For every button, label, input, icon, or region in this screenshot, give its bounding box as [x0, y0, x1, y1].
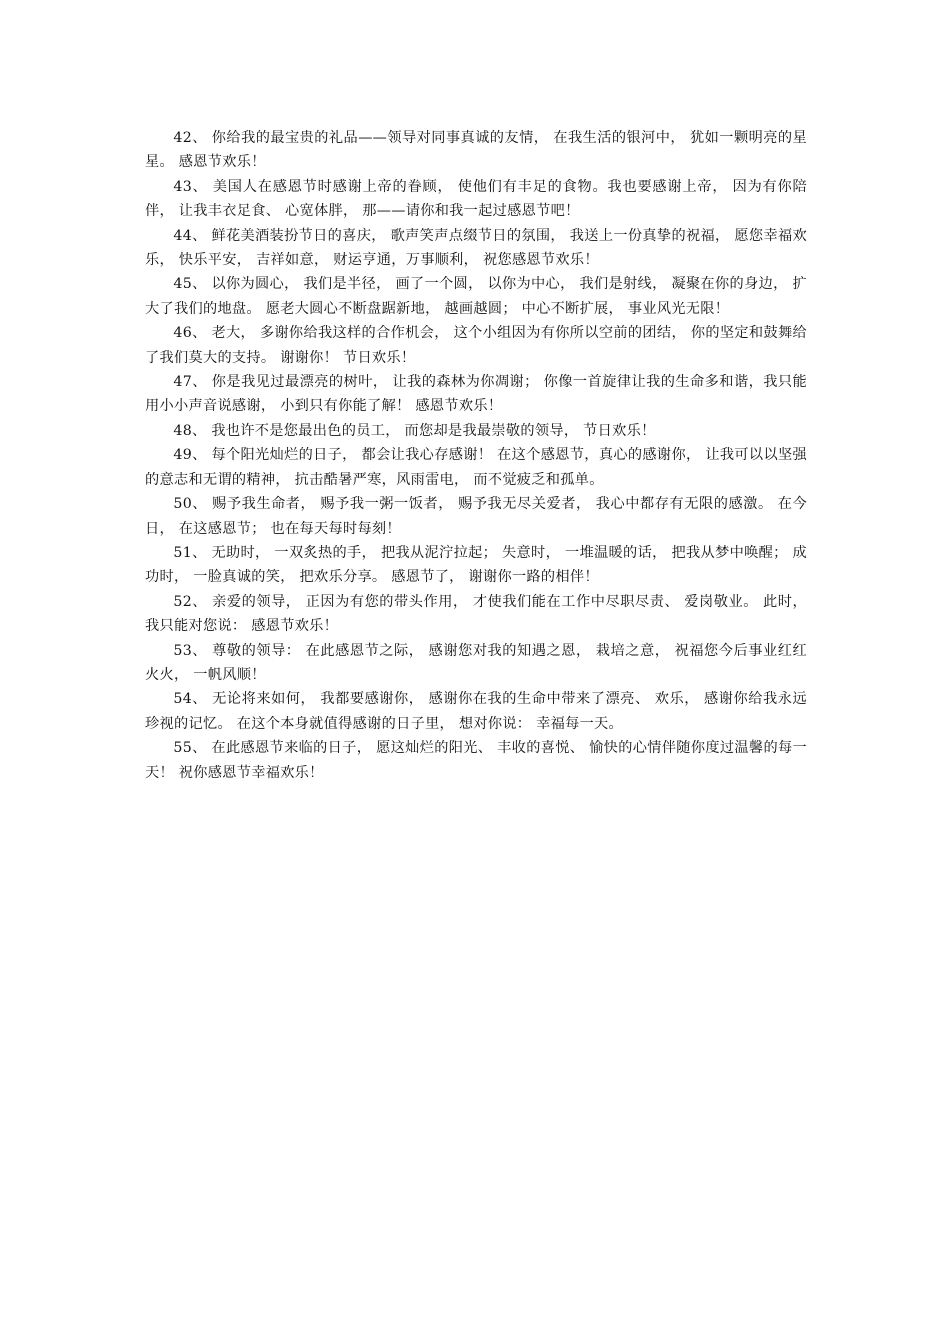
paragraph-51: 51、 无助时， 一双炙热的手， 把我从泥泞拉起； 失意时， 一堆温暖的话， 把我从梦中唤醒； 成功时， 一脸真诚的笑， 把欢乐分享。 感恩节了， 谢谢你一路的相伴！ — [145, 544, 807, 586]
document-body — [145, 126, 807, 785]
paragraph-52: 52、 亲爱的领导， 正因为有您的带头作用， 才使我们能在工作中尽职尽责、 爱岗敬业。 此时， 我只能对您说： 感恩节欢乐！ — [145, 593, 807, 635]
paragraph-55: 55、 在此感恩节来临的日子， 愿这灿烂的阳光、 丰收的喜悦、 愉快的心情伴随你度过温馨的每一天！ 祝你感恩节幸福欢乐！ — [145, 740, 807, 781]
paragraph-46: 46、 老大， 多谢你给我这样的合作机会， 这个小组因为有你所以空前的团结， 你的坚定和鼓舞给了我们莫大的支持。 谢谢你！ 节日欢乐！ — [145, 325, 807, 366]
paragraph-54: 54、 无论将来如何， 我都要感谢你， 感谢你在我的生命中带来了漂亮、 欢乐， 感谢你给我永远珍视的记忆。 在这个本身就值得感谢的日子里， 想对你说： 幸福每一天。 — [145, 691, 807, 732]
paragraph-47: 47、 你是我见过最漂亮的树叶， 让我的森林为你凋谢； 你像一首旋律让我的生命多和谐，我只能用小小声音说感谢， 小到只有你能了解！ 感恩节欢乐！ — [145, 374, 807, 415]
paragraph-42: 42、 你给我的最宝贵的礼品——领导对同事真诚的友情， 在我生活的银河中， 犹如一颗明亮的星星。 感恩节欢乐！ — [145, 130, 807, 171]
paragraph-48: 48、 我也许不是您最出色的员工， 而您却是我最崇敬的领导， 节日欢乐！ — [173, 422, 656, 439]
paragraph-44: 44、 鲜花美酒装扮节日的喜庆， 歌声笑声点缀节日的氛围， 我送上一份真挚的祝福， 愿您幸福欢乐， 快乐平安， 吉祥如意， 财运亨通，万事顺利， 祝您感恩节欢乐！ — [145, 227, 807, 269]
paragraph-53: 53、 尊敬的领导： 在此感恩节之际， 感谢您对我的知遇之恩， 栽培之意， 祝福您今后事业红红火火， 一帆风顺！ — [145, 642, 807, 683]
paragraph-50: 50、 赐予我生命者， 赐予我一粥一饭者， 赐予我无尽关爱者， 我心中都存有无限的感激。 在今日， 在这感恩节； 也在每天每时每刻！ — [145, 496, 807, 537]
paragraph-45: 45、 以你为圆心， 我们是半径， 画了一个圆， 以你为中心， 我们是射线， 凝聚在你的身边， 扩大了我们的地盘。 愿老大圆心不断盘踞新地， 越画越圆； 中心不断扩展， 事业风光无限！ — [145, 276, 807, 317]
paragraph-43: 43、 美国人在感恩节时感谢上帝的眷顾， 使他们有丰足的食物。我也要感谢上帝， 因为有你陪伴， 让我丰衣足食、 心宽体胖， 那——请你和我一起过感恩节吧！ — [145, 178, 807, 220]
paragraph-49: 49、 每个阳光灿烂的日子， 都会让我心存感谢！ 在这个感恩节，真心的感谢你， 让我可以以坚强的意志和无谓的精神， 抗击酷暑严寒，风雨雷电， 而不觉疲乏和孤单。 — [145, 447, 807, 488]
